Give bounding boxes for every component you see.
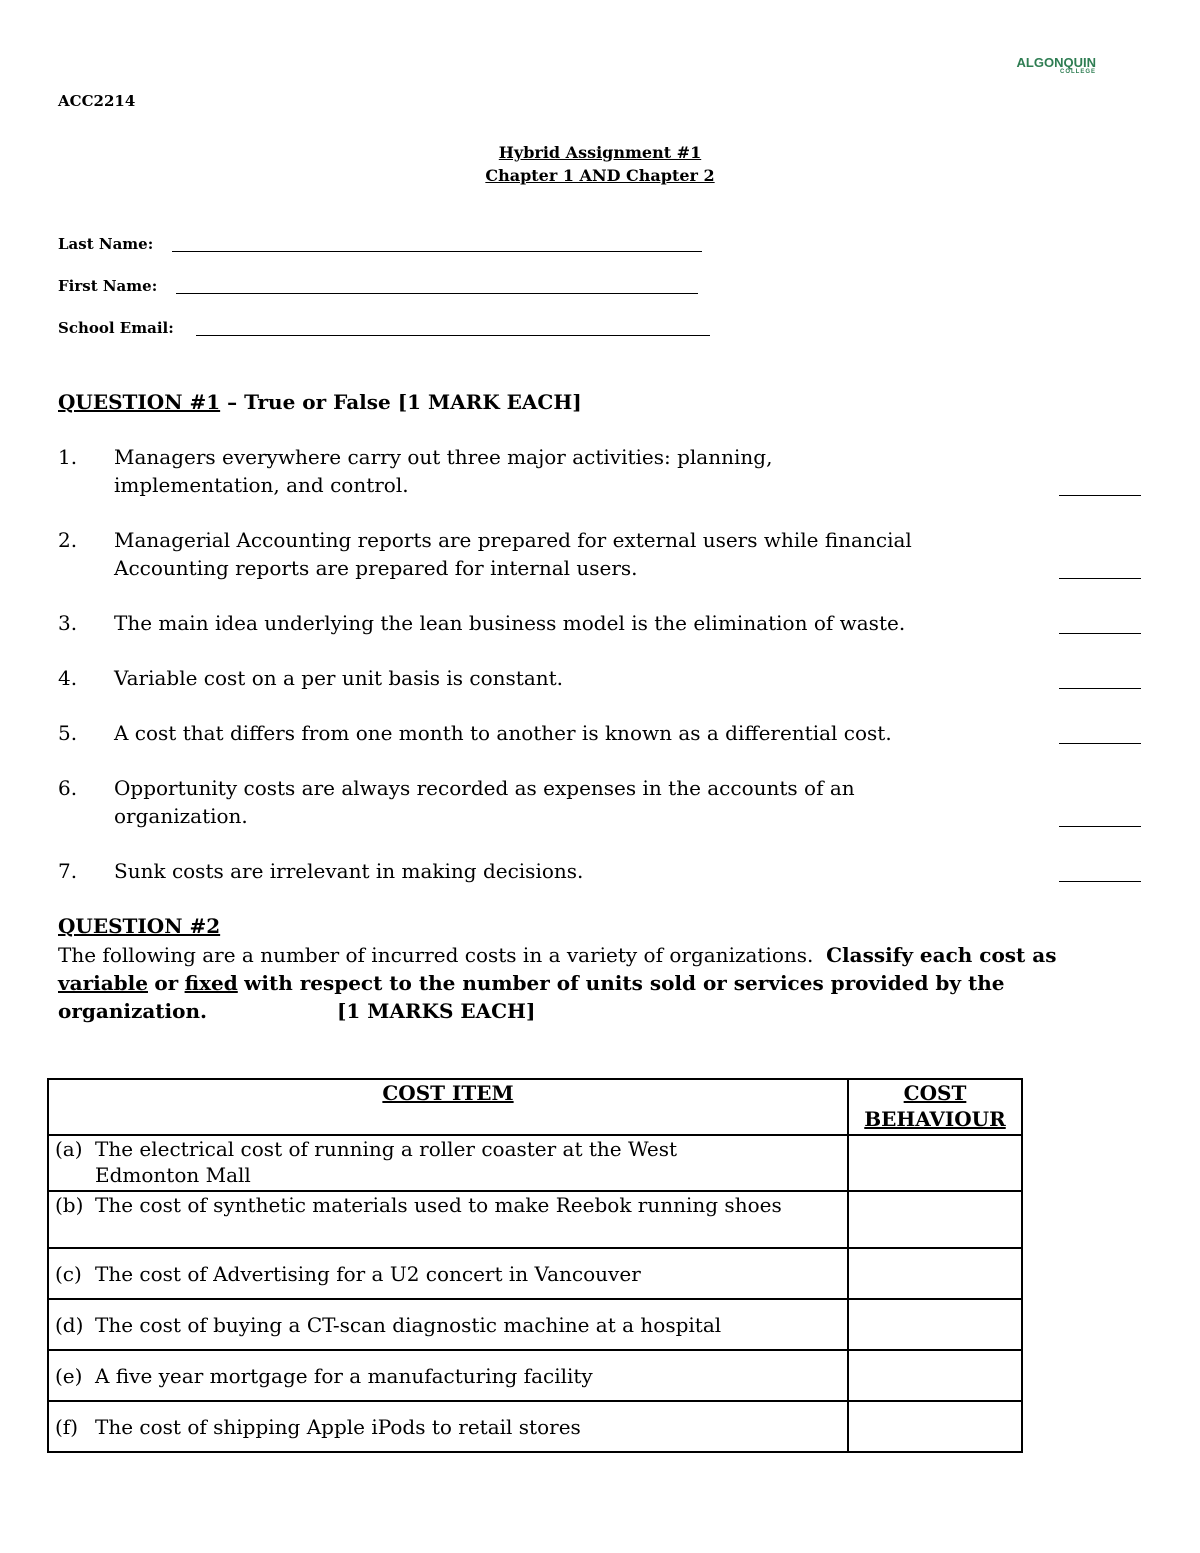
row-letter: (f): [55, 1414, 79, 1439]
question2-bold-b: with respect to the number of units sold or services provided by the organization.: [58, 971, 1005, 1023]
item-text: Sunk costs are irrelevant in making decisions.: [114, 859, 584, 883]
row-text: The electrical cost of running a roller coaster at the West Edmonton Mall: [95, 1137, 678, 1187]
last-name-field[interactable]: [58, 235, 153, 253]
question2-instructions: [58, 941, 1148, 1025]
last-name-label: Last Name:: [58, 235, 154, 253]
item-text: Managerial Accounting reports are prepared for external users while financial Accounting reports are prepared for internal users.: [114, 528, 912, 580]
cost-item-cell: [48, 1248, 848, 1299]
row-letter: (e): [55, 1363, 83, 1388]
cost-behaviour-cell[interactable]: [848, 1299, 1022, 1350]
question1-instructions: – True or False [1 MARK EACH]: [220, 390, 582, 414]
cost-behaviour-cell[interactable]: [848, 1191, 1022, 1248]
table-row: [48, 1350, 1022, 1401]
answer-blank[interactable]: [1059, 633, 1141, 634]
item-number: 5.: [58, 721, 78, 745]
question1-title: QUESTION #1: [58, 390, 221, 414]
row-text: A five year mortgage for a manufacturing facility: [95, 1363, 593, 1388]
question1-heading: [58, 390, 582, 414]
item-number: 7.: [58, 859, 78, 883]
col-header-cost-behaviour: COST BEHAVIOUR: [848, 1079, 1022, 1135]
cost-classification-table: [47, 1078, 1023, 1453]
cost-item-cell: [48, 1401, 848, 1452]
item-text: Managers everywhere carry out three major activities: planning, implementation, and control.: [114, 445, 773, 497]
word-or: or: [154, 971, 179, 995]
school-email-field[interactable]: [58, 319, 174, 337]
word-variable: variable: [58, 971, 148, 995]
row-text: The cost of shipping Apple iPods to retail stores: [95, 1414, 581, 1439]
item-text: Opportunity costs are always recorded as expenses in the accounts of an organization.: [114, 776, 855, 828]
row-letter: (a): [55, 1137, 83, 1161]
cost-behaviour-cell[interactable]: [848, 1350, 1022, 1401]
cost-behaviour-cell[interactable]: [848, 1135, 1022, 1191]
item-text: The main idea underlying the lean business model is the elimination of waste.: [114, 611, 906, 635]
assignment-title: Hybrid Assignment #1: [498, 143, 702, 162]
col-header-cost-item: COST ITEM: [48, 1079, 848, 1135]
cost-item-cell: [48, 1135, 848, 1191]
college-logo: [1016, 56, 1096, 75]
tf-item-6: [58, 774, 1148, 830]
cost-behaviour-cell[interactable]: [848, 1401, 1022, 1452]
item-number: 4.: [58, 666, 78, 690]
tf-item-7: [58, 857, 1148, 885]
row-text: The cost of Advertising for a U2 concert in Vancouver: [95, 1261, 641, 1286]
answer-blank[interactable]: [1059, 578, 1141, 579]
answer-blank[interactable]: [1059, 688, 1141, 689]
answer-blank[interactable]: [1059, 881, 1141, 882]
first-name-field[interactable]: [58, 277, 157, 295]
course-code: ACC2214: [58, 92, 136, 110]
logo-line1: ALGONQUIN: [1016, 55, 1096, 70]
table-row: [48, 1248, 1022, 1299]
tf-item-4: [58, 664, 1148, 692]
last-name-line[interactable]: [172, 251, 702, 252]
item-number: 3.: [58, 611, 78, 635]
cost-item-cell: [48, 1350, 848, 1401]
table-row: [48, 1191, 1022, 1248]
table-row: [48, 1299, 1022, 1350]
school-email-label: School Email:: [58, 319, 174, 337]
first-name-line[interactable]: [176, 293, 698, 294]
assignment-subtitle: Chapter 1 AND Chapter 2: [485, 166, 715, 185]
row-letter: (c): [55, 1261, 82, 1286]
tf-item-5: [58, 719, 1148, 747]
item-text: Variable cost on a per unit basis is constant.: [114, 666, 564, 690]
answer-blank[interactable]: [1059, 743, 1141, 744]
row-text: The cost of synthetic materials used to make Reebok running shoes: [95, 1193, 782, 1217]
row-letter: (b): [55, 1193, 84, 1217]
question2-marks: [1 MARKS EACH]: [336, 999, 536, 1023]
item-text: A cost that differs from one month to another is known as a differential cost.: [114, 721, 892, 745]
item-number: 2.: [58, 528, 78, 552]
cost-behaviour-cell[interactable]: [848, 1248, 1022, 1299]
item-number: 6.: [58, 776, 78, 800]
row-letter: (d): [55, 1312, 84, 1337]
tf-item-2: [58, 526, 1148, 582]
answer-blank[interactable]: [1059, 826, 1141, 827]
table-row: [48, 1401, 1022, 1452]
answer-blank[interactable]: [1059, 495, 1141, 496]
tf-item-3: [58, 609, 1148, 637]
cost-item-cell: [48, 1299, 848, 1350]
row-text: The cost of buying a CT-scan diagnostic machine at a hospital: [95, 1312, 722, 1337]
school-email-line[interactable]: [196, 335, 710, 336]
logo-line2: COLLEGE: [1059, 69, 1096, 75]
tf-item-1: [58, 443, 1148, 499]
table-row: [48, 1135, 1022, 1191]
table-header-row: [48, 1079, 1022, 1135]
cost-item-cell: [48, 1191, 848, 1248]
question2-intro: The following are a number of incurred costs in a variety of organizations.: [58, 943, 814, 967]
question2-bold-a: Classify each cost as: [826, 943, 1057, 967]
item-number: 1.: [58, 445, 78, 469]
word-fixed: fixed: [184, 971, 238, 995]
first-name-label: First Name:: [58, 277, 158, 295]
question2-heading: QUESTION #2: [58, 914, 221, 938]
